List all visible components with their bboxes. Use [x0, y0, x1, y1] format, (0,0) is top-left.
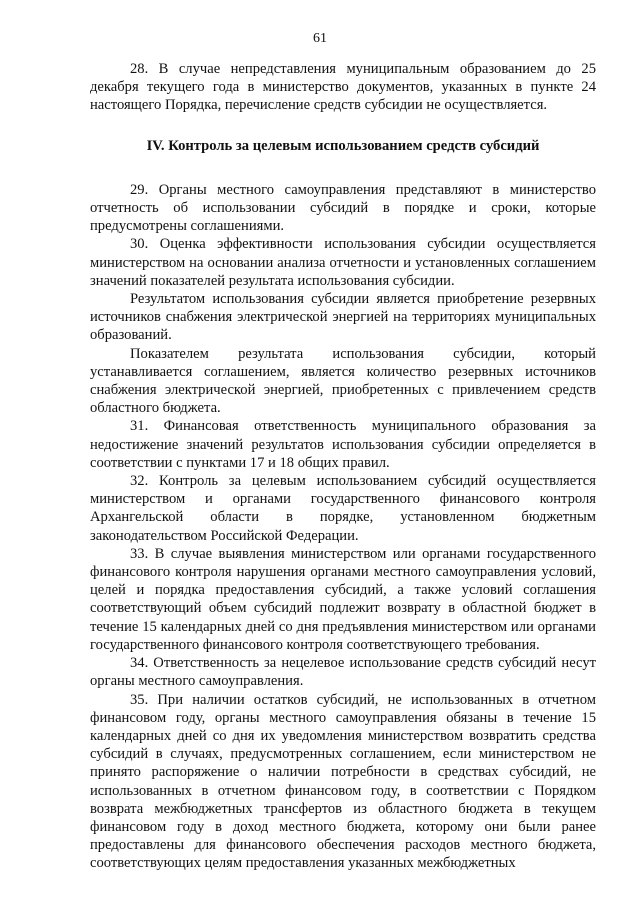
paragraph-31: 31. Финансовая ответственность муниципального образования за недостижение значений результатов использования субсидии определяется в соответствии с пунктами 17 и 18 общих правил. — [90, 418, 596, 471]
paragraph-29: 29. Органы местного самоуправления представляют в министерство отчетность об использовании субсидий в порядке и сроки, которые предусмотрены соглашениями. — [90, 181, 596, 235]
section-heading: IV. Контроль за целевым использованием средств субсидий — [146, 137, 540, 154]
paragraph-30: 30. Оценка эффективности использования субсидии осуществляется министерством на основании анализа отчетности и установленных соглашением значений показателей результата использования субсидии. — [90, 236, 596, 289]
document-body — [90, 60, 596, 873]
paragraph-35: 35. При наличии остатков субсидий, не использованных в отчетном финансовом году, органы местного самоуправления обязаны в течение 15 календарных дней со дня их уведомления министерством возвратить средства субсидий в случаях, предусмотренных соглашением, если министерством не принято распоряжение о наличии потребности в средствах субсидий, не использованных в отчетном финансовом году, в соответствии с Порядком возврата межбюджетных трансфертов из областного бюджета в текущем финансовом году в доход местного бюджета, которому они были ранее предоставлены для финансового обеспечения расходов местного бюджета, соответствующих целям предоставления указанных межбюджетных — [90, 691, 596, 872]
paragraph-33: 33. В случае выявления министерством или органами государственного финансового контроля нарушения органами местного самоуправления условий, целей и порядка предоставления субсидий, а также условий соглашения соответствующий объем субсидий подлежит возврату в областной бюджет в течение 15 календарных дней со дня предъявления министерством или органами государственного финансового контроля соответствующего требования. — [90, 545, 596, 653]
paragraph-30-indicator: Показателем результата использования субсидии, который устанавливается соглашением, является количество резервных источников снабжения электрической энергией, приобретенных с привлечением средств областного бюджета. — [90, 345, 596, 417]
paragraph-34: 34. Ответственность за нецелевое использование средств субсидий несут органы местного самоуправления. — [90, 655, 596, 690]
paragraph-28: 28. В случае непредставления муниципальным образованием до 25 декабря текущего года в министерство документов, указанных в пункте 24 настоящего Порядка, перечисление средств субсидии не осуществляется. — [90, 61, 596, 114]
page-number: 61 — [313, 31, 327, 46]
paragraph-30-result: Результатом использования субсидии является приобретение резервных источников снабжения электрической энергией на территориях муниципальных образований. — [90, 291, 596, 344]
paragraph-32: 32. Контроль за целевым использованием субсидий осуществляется министерством и органами государственного финансового контроля Архангельской области в порядке, установленном бюджетным законодательством Российской Федерации. — [90, 473, 596, 544]
